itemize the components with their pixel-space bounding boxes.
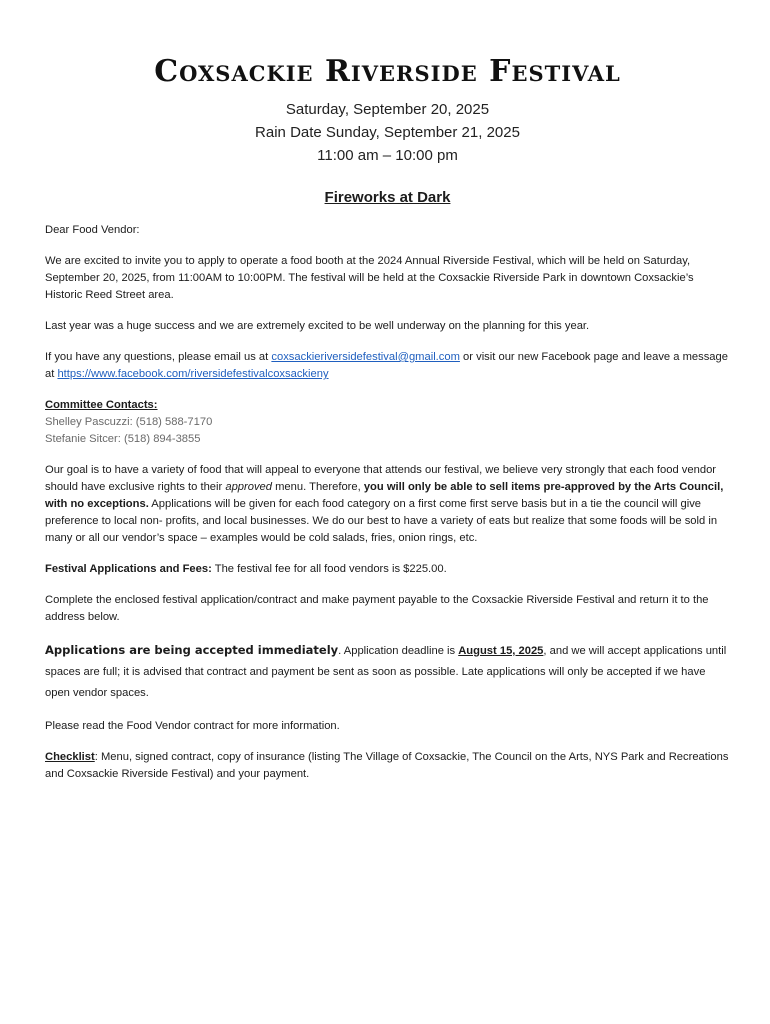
questions-paragraph [45, 349, 730, 383]
contacts-heading: Committee Contacts: [45, 399, 158, 411]
intro-paragraph: We are excited to invite you to apply to operate a food booth at the 2024 Annual Riverside Festival, which will be held on Saturday, September 20, 2025, from 11:00AM to 10:00PM. The festival will be held at the Coxsackie Riverside Park in downtown Coxsackie’s Historic Reed Street area. [45, 255, 694, 301]
checklist-label: Checklist [45, 751, 95, 763]
goal-bold: you will only be able to sell items pre-approved by the Arts Council, with no exceptions. [45, 481, 724, 510]
complete-paragraph: Complete the enclosed festival application/contract and make payment payable to the Coxsackie Riverside Festival and return it to the address below. [45, 594, 709, 623]
read-contract-paragraph: Please read the Food Vendor contract for more information. [45, 720, 340, 732]
email-link[interactable]: coxsackieriversidefestival@gmail.com [271, 351, 460, 363]
contact-stefanie: Stefanie Sitcer: (518) 894-3855 [45, 433, 201, 445]
fees-text: The festival fee for all food vendors is $225.00. [211, 563, 447, 575]
fees-paragraph [45, 561, 730, 578]
festival-title: Coxsackie Riverside Festival [154, 54, 621, 89]
rain-date: Rain Date Sunday, September 21, 2025 [255, 124, 520, 141]
goal-paragraph [45, 462, 730, 547]
checklist-paragraph [45, 749, 730, 783]
goal-text-2: menu. Therefore, [272, 481, 364, 493]
committee-contacts [45, 397, 730, 448]
fees-label: Festival Applications and Fees: [45, 563, 212, 575]
goal-approved: approved [225, 481, 272, 493]
accepting-label: Applications are being accepted immediately [45, 643, 339, 657]
salutation: Dear Food Vendor: [45, 224, 140, 236]
goal-text-3: Applications will be given for each food category on a first come first serve basis but in a tie the council will give preference to local non- profits, and local businesses. We do our best to have a variety of eats but realize that some foods will be sold in many or all our vendor’s space – examples would be cold salads, fries, onion rings, etc. [45, 498, 718, 544]
accepting-text-2: , and we will accept applications until spaces are full; it is advised that contract and payment be sent as soon as possible. Late applications will only be accepted if we have open vendor spaces. [45, 645, 727, 699]
event-date: Saturday, September 20, 2025 [285, 101, 490, 118]
questions-text-pre: If you have any questions, please email us at [45, 351, 272, 363]
last-year-paragraph: Last year was a huge success and we are extremely excited to be well underway on the planning for this year. [45, 320, 590, 332]
event-time: 11:00 am – 10:00 pm [317, 147, 458, 164]
accepting-text-1: . Application deadline is [338, 645, 459, 657]
deadline-date: August 15, 2025 [458, 645, 544, 657]
facebook-link[interactable]: https://www.facebook.com/riversidefestivalcoxsackieny [57, 368, 329, 380]
contact-shelley: Shelley Pascuzzi: (518) 588-7170 [45, 416, 213, 428]
questions-text-mid: or visit our new Facebook page and leave a message at [45, 351, 728, 380]
goal-text-1: Our goal is to have a variety of food that will appeal to everyone that attends our festival, we believe very strongly that each food vendor should have exclusive rights to their [45, 464, 717, 493]
accepting-paragraph [45, 640, 730, 704]
checklist-text: : Menu, signed contract, copy of insurance (listing The Village of Coxsackie, The Council on the Arts, NYS Park and Recreations and Coxsackie Riverside Festival) and your payment. [45, 751, 729, 780]
fireworks-heading: Fireworks at Dark [324, 189, 451, 206]
